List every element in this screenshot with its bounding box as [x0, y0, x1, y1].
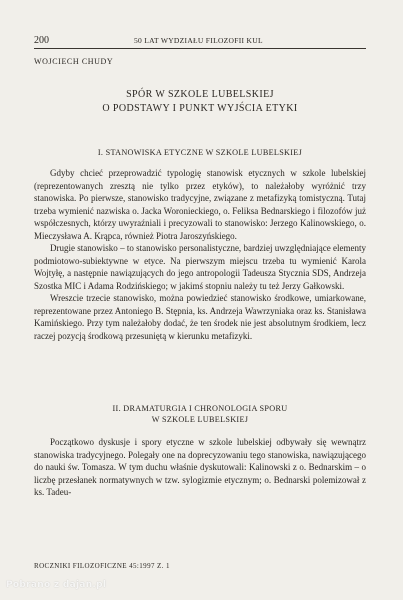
article-author: WOJCIECH CHUDY — [34, 57, 114, 66]
header-rule — [34, 48, 366, 49]
section-heading-2 — [34, 403, 366, 425]
page-number: 200 — [34, 35, 49, 46]
body-paragraph: Wreszcie trzecie stanowisko, można powiedzieć stanowisko środkowe, umiarkowane, reprezentowane przez Antoniego B. Stępnia, ks. Andrzeja Wawrzyniaka oraz ks. Stanisława Kamińskiego. Przy tym należałoby dodać, że ten środek nie jest absolutnym środkiem, lecz raczej pozycją środkową przesuniętą w kierunku metafizyki. — [34, 293, 366, 341]
watermark: Pobrano z dajan.pl — [6, 580, 107, 590]
body-paragraph: Początkowo dyskusje i spory etyczne w szkole lubelskiej odbywały się wewnątrz stanowiska tradycyjnego. Polegały one na doprecyzowaniu tego stanowiska, nawiązującego do nauki św. Tomasza. W tym duchu właśnie dyskutowali: Kalinowski z o. Bednarskim – o liczbę przesłanek normatywnych w tzw. sylogizmie etycznym; o. Bednarski polemizował z ks. Tadeu- — [34, 437, 366, 497]
running-head — [34, 35, 366, 49]
journal-running-title: 50 LAT WYDZIAŁU FILOZOFII KUL — [134, 36, 263, 45]
section-2-body — [34, 436, 366, 499]
section-heading-line: II. DRAMATURGIA I CHRONOLOGIA SPORU — [112, 404, 288, 413]
body-paragraph: Gdyby chcieć przeprowadzić typologię stanowisk etycznych w szkole lubelskiej (reprezentowanych zresztą nie tylko przez etyków), to należałoby wyróżnić trzy stanowiska. Po pierwsze, stanowisko tradycyjne, związane z metafizyką tomistyczną. Tutaj trzeba wymienić nazwiska o. Jacka Woronieckiego, o. Feliksa Bednarskiego i filozofów już współczesnych, którzy uwyraźniali i precyzowali to stanowisko: Jerzego Kalinowskiego, o. Mieczysława A. Krąpca, również Piotra Jaroszyńskiego. — [34, 168, 366, 241]
body-paragraph: Drugie stanowisko – to stanowisko personalistyczne, bardziej uwzględniające elementy podmiotowo-subiektywne w etyce. Na pierwszym miejscu trzeba tu wymienić Karola Wojtyłę, a następnie nawiązujących do jego antropologii Tadeusza Stycznia SDS, Andrzeja Szostka MIC i Adama Rodzińskiego; w jakimś stopniu należy tu też Jerzy Gałkowski. — [34, 243, 366, 291]
section-heading-1 — [34, 147, 366, 158]
article-title — [34, 88, 366, 116]
section-1-body — [34, 167, 366, 342]
article-title-line: SPÓR W SZKOLE LUBELSKIEJ — [126, 89, 274, 100]
article-title-line: O PODSTAWY I PUNKT WYJŚCIA ETYKI — [102, 103, 298, 114]
journal-footer: ROCZNIKI FILOZOFICZNE 45:1997 Z. 1 — [34, 562, 170, 570]
section-heading-line: W SZKOLE LUBELSKIEJ — [151, 415, 249, 424]
section-heading-line: I. STANOWISKA ETYCZNE W SZKOLE LUBELSKIEJ — [97, 148, 303, 157]
